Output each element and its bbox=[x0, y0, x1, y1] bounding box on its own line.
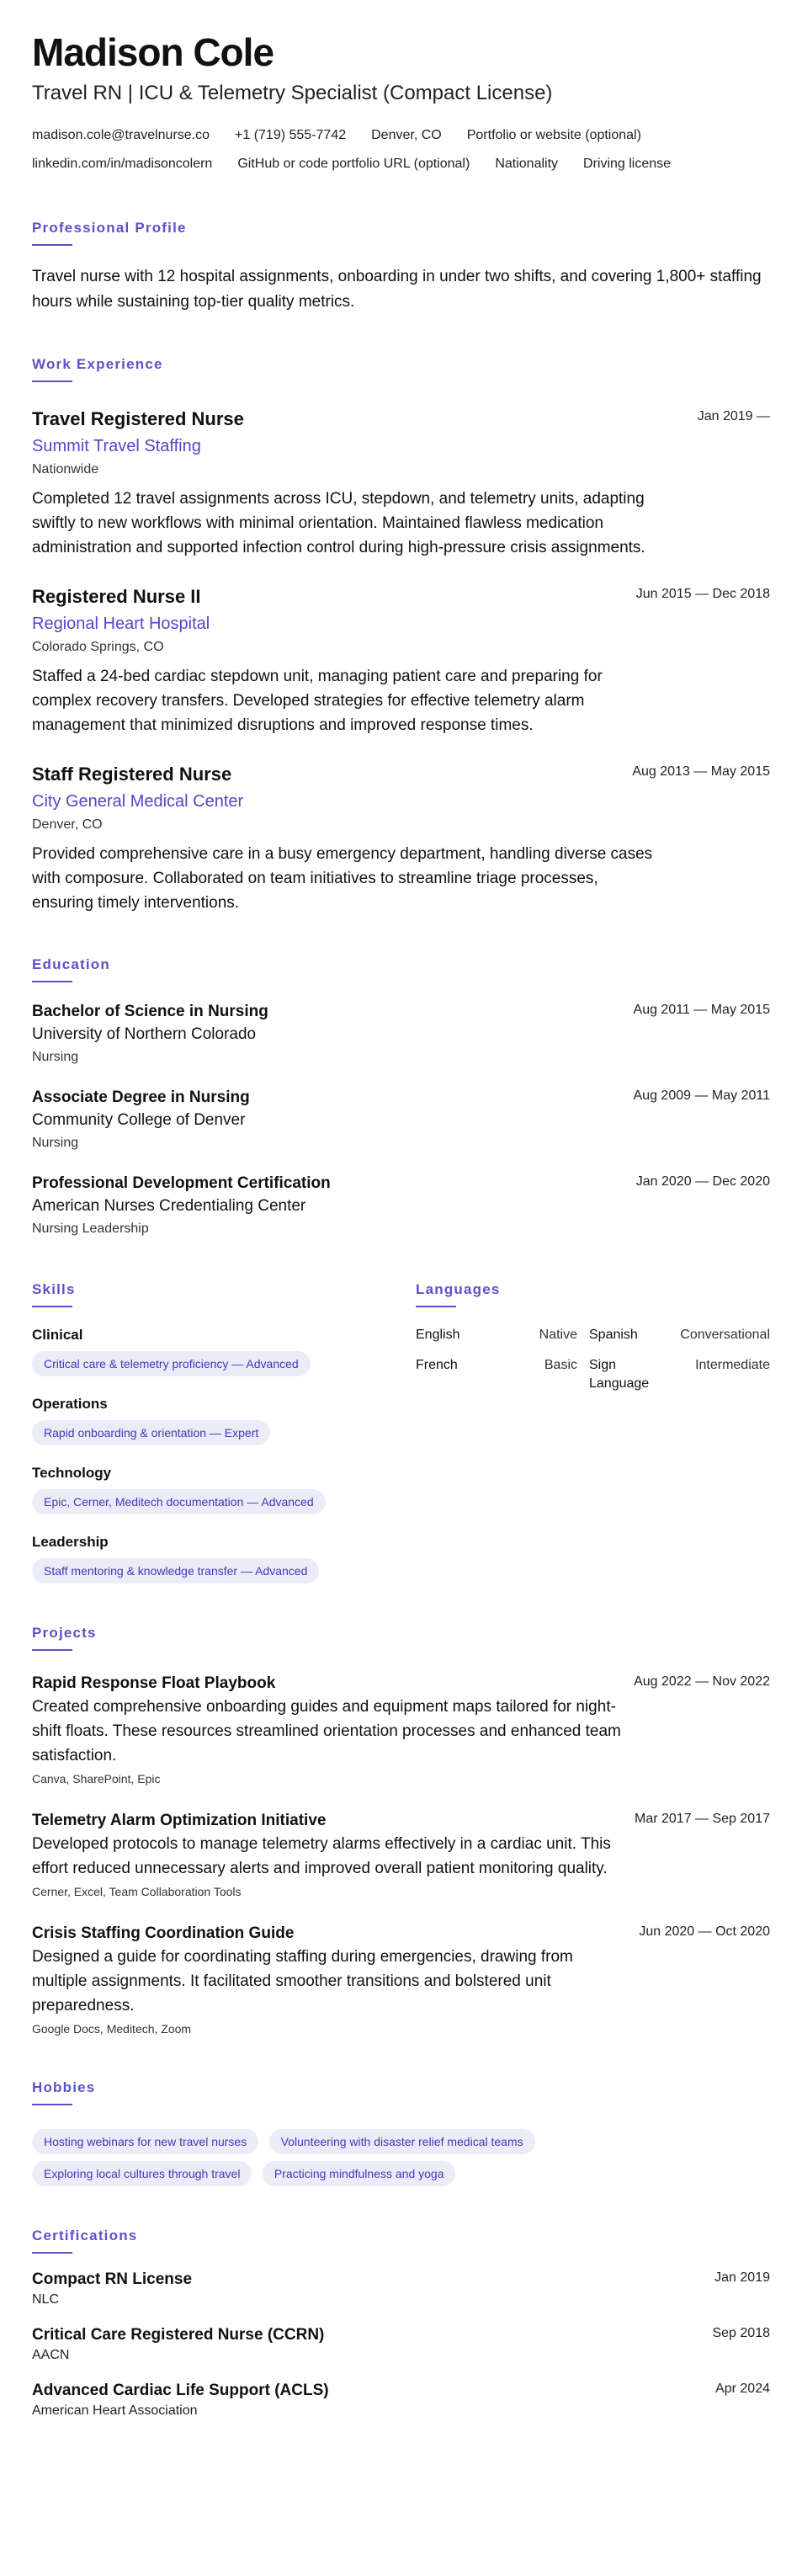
certification-date: Apr 2024 bbox=[715, 2382, 770, 2396]
section-divider bbox=[32, 981, 72, 982]
skill-group bbox=[32, 1395, 416, 1445]
certification-issuer: NLC bbox=[32, 2292, 60, 2307]
certification-entry bbox=[32, 2324, 770, 2365]
certification-name: Advanced Cardiac Life Support (ACLS) bbox=[32, 2382, 329, 2399]
contact-linkedin[interactable]: linkedin.com/in/madisoncolern bbox=[32, 157, 213, 171]
entry-location: Colorado Springs, CO bbox=[32, 640, 164, 654]
contact-phone[interactable]: +1 (719) 555-7742 bbox=[235, 128, 347, 142]
entry-role: Staff Registered Nurse bbox=[32, 764, 232, 785]
language-item bbox=[416, 1326, 589, 1344]
section-title: Hobbies bbox=[32, 2079, 96, 2095]
education-degree: Professional Development Certification bbox=[32, 1174, 331, 1192]
education-entry bbox=[32, 1001, 770, 1068]
education-degree: Associate Degree in Nursing bbox=[32, 1088, 250, 1106]
language-name: French bbox=[416, 1358, 458, 1372]
language-name: Spanish bbox=[589, 1328, 638, 1342]
skill-group bbox=[32, 1533, 416, 1583]
entry-location: Denver, CO bbox=[32, 817, 103, 832]
entry-role: Travel Registered Nurse bbox=[32, 408, 244, 429]
language-level: Intermediate bbox=[695, 1358, 770, 1372]
entry-dates: Aug 2011 — May 2015 bbox=[633, 1003, 770, 1017]
language-item bbox=[589, 1326, 770, 1344]
skill-category: Technology bbox=[32, 1465, 112, 1481]
entry-description: Staffed a 24-bed cardiac stepdown unit, managing patient care and preparing for complex recovery transfers. Developed strategies for effective telemetry alarm management that minimized disruptions and improved response times. bbox=[32, 668, 603, 734]
project-entry bbox=[32, 1923, 770, 2038]
hobbies-section bbox=[32, 2078, 770, 2186]
entry-dates: Aug 2022 — Nov 2022 bbox=[634, 1674, 770, 1689]
contact-list bbox=[32, 121, 773, 178]
certification-name: Compact RN License bbox=[32, 2270, 193, 2288]
skills-section bbox=[32, 1280, 416, 1583]
project-description: Developed protocols to manage telemetry alarms effectively in a cardiac unit. This effort reduced unnecessary alerts and improved overall patient monitoring quality. bbox=[32, 1835, 611, 1877]
profile-section bbox=[32, 219, 770, 315]
entry-dates: Jun 2015 — Dec 2018 bbox=[635, 587, 770, 601]
section-divider bbox=[32, 244, 72, 246]
certification-issuer: AACN bbox=[32, 2348, 70, 2362]
resume-header bbox=[32, 29, 770, 178]
education-school: Community College of Denver bbox=[32, 1111, 246, 1129]
projects-section bbox=[32, 1624, 770, 2038]
education-school: University of Northern Colorado bbox=[32, 1025, 257, 1043]
project-entry bbox=[32, 1673, 770, 1788]
experience-section bbox=[32, 355, 770, 915]
section-title: Languages bbox=[416, 1281, 501, 1297]
skill-category: Operations bbox=[32, 1396, 108, 1412]
entry-role: Registered Nurse II bbox=[32, 586, 201, 607]
candidate-headline: Travel RN | ICU & Telemetry Specialist (Compact License) bbox=[32, 82, 553, 104]
entry-dates: Mar 2017 — Sep 2017 bbox=[635, 1812, 770, 1826]
education-entry bbox=[32, 1173, 770, 1240]
education-field: Nursing bbox=[32, 1136, 79, 1150]
language-item bbox=[589, 1356, 770, 1393]
project-tools: Canva, SharePoint, Epic bbox=[32, 1772, 161, 1786]
skill-group bbox=[32, 1464, 416, 1514]
entry-company: City General Medical Center bbox=[32, 792, 244, 811]
contact-nationality: Nationality bbox=[495, 157, 559, 171]
certification-date: Sep 2018 bbox=[712, 2326, 770, 2340]
section-divider bbox=[32, 2252, 72, 2254]
experience-entry bbox=[32, 763, 770, 915]
contact-email[interactable]: madison.cole@travelnurse.co bbox=[32, 128, 210, 142]
entry-company: Summit Travel Staffing bbox=[32, 437, 201, 455]
contact-driving-license: Driving license bbox=[583, 157, 672, 171]
hobby-tag: Practicing mindfulness and yoga bbox=[263, 2161, 456, 2186]
language-name: English bbox=[416, 1328, 460, 1342]
contact-github[interactable]: GitHub or code portfolio URL (optional) bbox=[237, 157, 470, 171]
education-section bbox=[32, 955, 770, 1240]
certifications-section bbox=[32, 2227, 770, 2420]
language-item bbox=[416, 1356, 589, 1393]
skill-group bbox=[32, 1326, 416, 1376]
skills-languages-row bbox=[32, 1280, 770, 1583]
education-field: Nursing bbox=[32, 1050, 79, 1064]
education-degree: Bachelor of Science in Nursing bbox=[32, 1003, 268, 1020]
entry-company: Regional Heart Hospital bbox=[32, 615, 210, 633]
section-title: Professional Profile bbox=[32, 220, 187, 236]
entry-dates: Jan 2019 — bbox=[697, 409, 770, 423]
skill-tag: Critical care & telemetry proficiency — Advanced bbox=[32, 1351, 311, 1376]
language-name: Sign Language bbox=[589, 1358, 650, 1391]
language-list bbox=[416, 1326, 770, 1393]
entry-dates: Jun 2020 — Oct 2020 bbox=[639, 1924, 770, 1939]
section-divider bbox=[32, 2104, 72, 2105]
project-description: Designed a guide for coordinating staffing during emergencies, drawing from multiple assignments. It facilitated smoother transitions and bolstered unit preparedness. bbox=[32, 1948, 573, 2014]
project-name: Telemetry Alarm Optimization Initiative bbox=[32, 1812, 327, 1829]
section-title: Projects bbox=[32, 1625, 97, 1641]
section-title: Certifications bbox=[32, 2227, 138, 2243]
hobby-list bbox=[32, 2122, 587, 2186]
contact-location: Denver, CO bbox=[371, 128, 442, 142]
section-divider bbox=[416, 1306, 456, 1307]
education-field: Nursing Leadership bbox=[32, 1221, 149, 1236]
section-title: Skills bbox=[32, 1281, 76, 1297]
profile-summary: Travel nurse with 12 hospital assignments, onboarding in under two shifts, and covering 1,800+ staffing hours while sustaining top-tier quality metrics. bbox=[32, 268, 762, 311]
certification-entry bbox=[32, 2269, 770, 2309]
certification-entry bbox=[32, 2380, 770, 2420]
skill-tag: Staff mentoring & knowledge transfer — Advanced bbox=[32, 1558, 319, 1583]
certification-name: Critical Care Registered Nurse (CCRN) bbox=[32, 2326, 325, 2344]
entry-dates: Aug 2013 — May 2015 bbox=[632, 764, 770, 779]
project-entry bbox=[32, 1810, 770, 1901]
section-divider bbox=[32, 381, 72, 382]
hobby-tag: Exploring local cultures through travel bbox=[32, 2161, 252, 2186]
hobby-tag: Hosting webinars for new travel nurses bbox=[32, 2129, 258, 2154]
section-title: Work Experience bbox=[32, 356, 163, 372]
skill-tag: Epic, Cerner, Meditech documentation — Advanced bbox=[32, 1489, 326, 1514]
education-entry bbox=[32, 1087, 770, 1154]
skill-category: Clinical bbox=[32, 1327, 83, 1343]
languages-section bbox=[416, 1280, 770, 1583]
language-level: Conversational bbox=[680, 1328, 770, 1342]
skill-category: Leadership bbox=[32, 1534, 109, 1550]
skill-tag: Rapid onboarding & orientation — Expert bbox=[32, 1420, 270, 1445]
experience-entry bbox=[32, 407, 770, 560]
language-level: Native bbox=[539, 1328, 577, 1342]
experience-entry bbox=[32, 585, 770, 737]
section-title: Education bbox=[32, 956, 110, 972]
project-tools: Google Docs, Meditech, Zoom bbox=[32, 2022, 192, 2036]
education-school: American Nurses Credentialing Center bbox=[32, 1197, 306, 1215]
project-description: Created comprehensive onboarding guides and equipment maps tailored for night-shift floats. These resources streamlined orientation processes and enhanced team satisfaction. bbox=[32, 1698, 621, 1764]
project-name: Crisis Staffing Coordination Guide bbox=[32, 1924, 295, 1942]
language-level: Basic bbox=[544, 1358, 577, 1372]
section-divider bbox=[32, 1306, 72, 1307]
section-divider bbox=[32, 1649, 72, 1651]
entry-description: Completed 12 travel assignments across ICU, stepdown, and telemetry units, adapting swiftly to new workflows with minimal orientation. Maintained flawless medication administration and supported infection control during high-pressure crisis assignments. bbox=[32, 490, 645, 556]
entry-description: Provided comprehensive care in a busy emergency department, handling diverse cases with composure. Collaborated on team initiatives to streamline triage processes, ensuring timely interventions. bbox=[32, 845, 653, 912]
hobby-tag: Volunteering with disaster relief medical teams bbox=[269, 2129, 535, 2154]
project-name: Rapid Response Float Playbook bbox=[32, 1674, 276, 1692]
project-tools: Cerner, Excel, Team Collaboration Tools bbox=[32, 1885, 242, 1898]
contact-portfolio[interactable]: Portfolio or website (optional) bbox=[466, 128, 641, 142]
entry-dates: Jan 2020 — Dec 2020 bbox=[635, 1174, 770, 1189]
entry-dates: Aug 2009 — May 2011 bbox=[633, 1088, 770, 1103]
entry-location: Nationwide bbox=[32, 462, 99, 476]
candidate-name: Madison Cole bbox=[32, 30, 274, 74]
certification-issuer: American Heart Association bbox=[32, 2403, 198, 2418]
certification-date: Jan 2019 bbox=[714, 2270, 770, 2285]
